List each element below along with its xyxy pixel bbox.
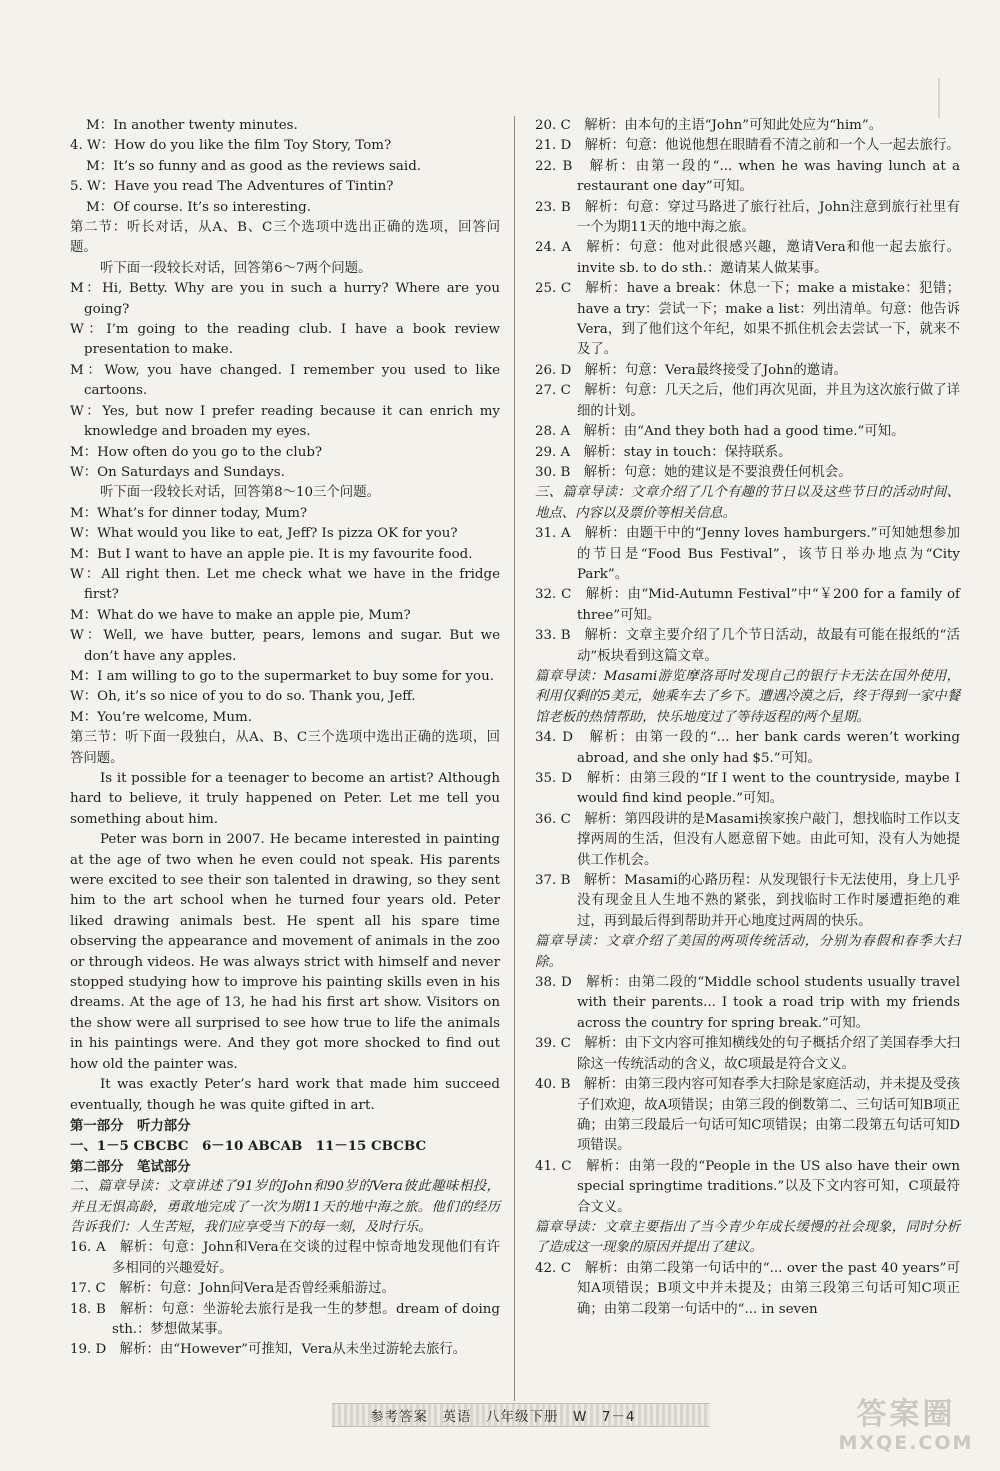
text-line: 18. B 解析：句意：坐游轮去旅行是我一生的梦想。dream of doing sth.：梦想做某事。: [70, 1301, 500, 1337]
text-line: 31. A 解析：由题干中的“Jenny loves hamburgers.”可知她想参加的节日是“Food Bus Festival”，该节日举办地点为“City Park”。: [535, 526, 960, 582]
text-line: 第三节：听下面一段独白，从A、B、C三个选项中选出正确的选项，回答问题。: [70, 730, 500, 766]
text-line: 19. D 解析：由“However”可推知，Vera从未坐过游轮去旅行。: [70, 1342, 467, 1358]
text-line: 篇章导读：文章介绍了美国的两项传统活动，分别为春假和春季大扫除。: [535, 934, 960, 970]
text-line: 29. A 解析：stay in touch：保持联系。: [535, 444, 792, 460]
text-line: 30. B 解析：句意：她的建议是不要浪费任何机会。: [535, 464, 852, 480]
text-line: 二、篇章导读：文章讲述了91岁的John和90岁的Vera彼此趣味相投，并且无惧高龄，勇敢地完成了一次为期11天的地中海之旅。他们的经历告诉我们：人生苦短，我们应享受当下的每一刻，及时行乐。: [70, 1179, 500, 1235]
text-line: 27. C 解析：句意：几天之后，他们再次见面，并且为这次旅行做了详细的计划。: [535, 383, 960, 419]
text-line: 25. C 解析：have a break：休息一下；make a mistake：犯错；have a try：尝试一下；make a list：列出清单。句意：他告诉Vera，到了他们这个年纪，如果不抓住机会去尝试一下，就来不及了。: [535, 281, 961, 358]
text-line: 一、1－5 CBCBC 6－10 ABCAB 11－15 CBCBC: [70, 1138, 427, 1155]
text-line: M：Hi, Betty. Why are you in such a hurry? Where are you going?: [70, 281, 500, 317]
text-line: 篇章导读：文章主要指出了当今青少年成长缓慢的社会现象，同时分析了造成这一现象的原因并提出了建议。: [535, 1219, 960, 1256]
text-line: 听下面一段较长对话，回答第8～10三个问题。: [100, 485, 380, 501]
left-column: [70, 116, 500, 1361]
text-line: 4. W：How do you like the film Toy Story, Tom?: [70, 138, 392, 154]
text-line: 33. B 解析：文章主要介绍了几个节日活动，故最有可能在报纸的“活动”板块看到这篇文章。: [535, 628, 960, 664]
site-watermark: [836, 1398, 976, 1460]
text-line: 41. C 解析：由第一段的“People in the US also have their own special springtime traditions.”以及下文内容可知，C项最符合文义。: [535, 1158, 960, 1215]
text-line: W：On Saturdays and Sundays.: [70, 464, 285, 480]
column-divider: [514, 116, 515, 1401]
text-line: Peter was born in 2007. He became interested in painting at the age of two when he even could not speak. His parents were excited to see their son talented in drawing, so they sent him to the art school when he turned four years old. Peter liked drawing animals best. He spent all his spare time observing the appearance and movement of animals in the zoo or through videos. He was always strict with himself and never stopped studying how to improve his painting skills even in his dreams. At the age of 13, he had his first art show. Visitors on the show were all surprised to see how true to life the animals in his paintings were. And they got more shocked to find out how old the painter was.: [70, 832, 500, 1072]
text-line: 16. A 解析：句意：John和Vera在交谈的过程中惊奇地发现他们有许多相同的兴趣爱好。: [70, 1240, 500, 1276]
text-line: 28. A 解析：由“And they both had a good time.”可知。: [535, 424, 905, 440]
text-line: 第一部分 听力部分: [70, 1117, 191, 1134]
text-line: M：Wow, you have changed. I remember you used to like cartoons.: [70, 362, 500, 399]
page-footer: 参考答案 英语 八年级下册 W 7－4: [370, 1409, 636, 1425]
text-line: 23. B 解析：句意：穿过马路进了旅行社后，John注意到旅行社里有一个为期11天的地中海之旅。: [535, 199, 960, 236]
text-line: M：Of course. It’s so interesting.: [86, 199, 311, 215]
text-line: 20. C 解析：由本句的主语“John”可知此处应为“him”。: [535, 118, 883, 133]
text-line: 42. C 解析：由第二段第一句话中的“... over the past 40 years”可知A项错误；B项文中并未提及；由第三段第三句话可知C项正确；由第二段第一句话中的“... in seven: [535, 1260, 960, 1317]
text-line: M：I am willing to go to the supermarket to buy some for you.: [70, 668, 494, 684]
text-line: M：How often do you go to the club?: [70, 444, 323, 460]
text-line: 26. D 解析：句意：Vera最终接受了John的邀请。: [535, 362, 847, 378]
text-line: 35. D 解析：由第三段的“If I went to the countryside, maybe I would find kind people.”可知。: [535, 771, 960, 807]
text-line: 32. C 解析：由“Mid-Autumn Festival”中“￥200 for a family of three”可知。: [535, 587, 960, 623]
corner-mark: [938, 78, 962, 118]
right-column: [535, 116, 960, 1320]
text-line: It was exactly Peter’s hard work that made him succeed eventually, though he was quite gifted in art.: [70, 1077, 500, 1113]
text-line: 38. D 解析：由第二段的“Middle school students usually travel with their parents... I took a road trip with my friends across the country for spring break.”可知。: [535, 975, 960, 1031]
watermark-logo-text: 答案圈: [856, 1397, 956, 1432]
text-line: 第二节：听长对话，从A、B、C三个选项中选出正确的选项，回答问题。: [70, 220, 500, 256]
text-line: 40. B 解析：由第三段内容可知春季大扫除是家庭活动，并未提及受孩子们欢迎，故A项错误；由第三段的倒数第二、三句话可知B项正确；由第三段最后一句话可知C项错误；由第二段第五句话可知D项错误。: [535, 1077, 960, 1154]
text-line: 17. C 解析：句意：John问Vera是否曾经乘船游过。: [70, 1281, 395, 1297]
text-line: 36. C 解析：第四段讲的是Masami挨家挨户敲门，想找临时工作以支撑两周的生活，但没有人愿意留下她。由此可知，没有人为她提供工作机会。: [535, 811, 960, 868]
text-line: 第二部分 笔试部分: [70, 1158, 191, 1175]
text-line: 34. D 解析：由第一段的“... her bank cards weren’t working abroad, and she only had $5.”可知。: [535, 730, 960, 766]
text-line: 三、篇章导读：文章介绍了几个有趣的节日以及这些节日的活动时间、地点、内容以及票价等相关信息。: [535, 485, 960, 521]
text-line: M：You’re welcome, Mum.: [70, 709, 252, 725]
text-line: 21. D 解析：句意：他说他想在眼睛看不清之前和一个人一起去旅行。: [535, 138, 960, 154]
text-line: M：In another twenty minutes.: [86, 118, 298, 133]
text-line: 听下面一段较长对话，回答第6～7两个问题。: [100, 260, 372, 276]
text-line: 24. A 解析：句意：他对此很感兴趣，邀请Vera和他一起去旅行。invite sb. to do sth.：邀请某人做某事。: [535, 240, 960, 276]
text-line: W：Well, we have butter, pears, lemons and sugar. But we don’t have any apples.: [70, 628, 500, 664]
text-line: M：It’s so funny and as good as the reviews said.: [86, 158, 422, 174]
text-line: 39. C 解析：由下文内容可推知横线处的句子概括介绍了美国春季大扫除这一传统活动的含义，故C项最是符合文义。: [535, 1036, 960, 1072]
text-line: M：What do we have to make an apple pie, Mum?: [70, 607, 411, 623]
text-line: M：What’s for dinner today, Mum?: [70, 505, 308, 521]
text-line: 篇章导读：Masami游览摩洛哥时发现自己的银行卡无法在国外使用，利用仅剩的5美元，她乘车去了乡下。遭遇冷漠之后，终于得到一家中餐馆老板的热情帮助，快乐地度过了等待返程的两个星期。: [535, 668, 960, 725]
text-line: 5. W：Have you read The Adventures of Tintin?: [70, 179, 394, 195]
watermark-domain: MXQE.COM: [838, 1432, 974, 1454]
text-line: W：All right then. Let me check what we have in the fridge first?: [70, 566, 500, 603]
text-line: 22. B 解析：由第一段的“... when he was having lunch at a restaurant one day”可知。: [535, 158, 960, 195]
text-line: Is it possible for a teenager to become an artist? Although hard to believe, it truly happened on Peter. Let me tell you something about him.: [70, 771, 500, 827]
text-line: 37. B 解析：Masami的心路历程：从发现银行卡无法使用，身上几乎没有现金且人生地不熟的紧张，到找临时工作时屡遭拒绝的难过，再到最后得到帮助并开心地度过两周的快乐。: [535, 873, 960, 929]
text-line: W：I’m going to the reading club. I have a book review presentation to make.: [70, 322, 500, 358]
text-line: W：Yes, but now I prefer reading because it can enrich my knowledge and broaden my eyes.: [70, 403, 500, 440]
text-line: M：But I want to have an apple pie. It is my favourite food.: [70, 546, 473, 562]
text-line: W：What would you like to eat, Jeff? Is pizza OK for you?: [70, 526, 458, 542]
text-line: W：Oh, it’s so nice of you to do so. Thank you, Jeff.: [70, 689, 416, 705]
